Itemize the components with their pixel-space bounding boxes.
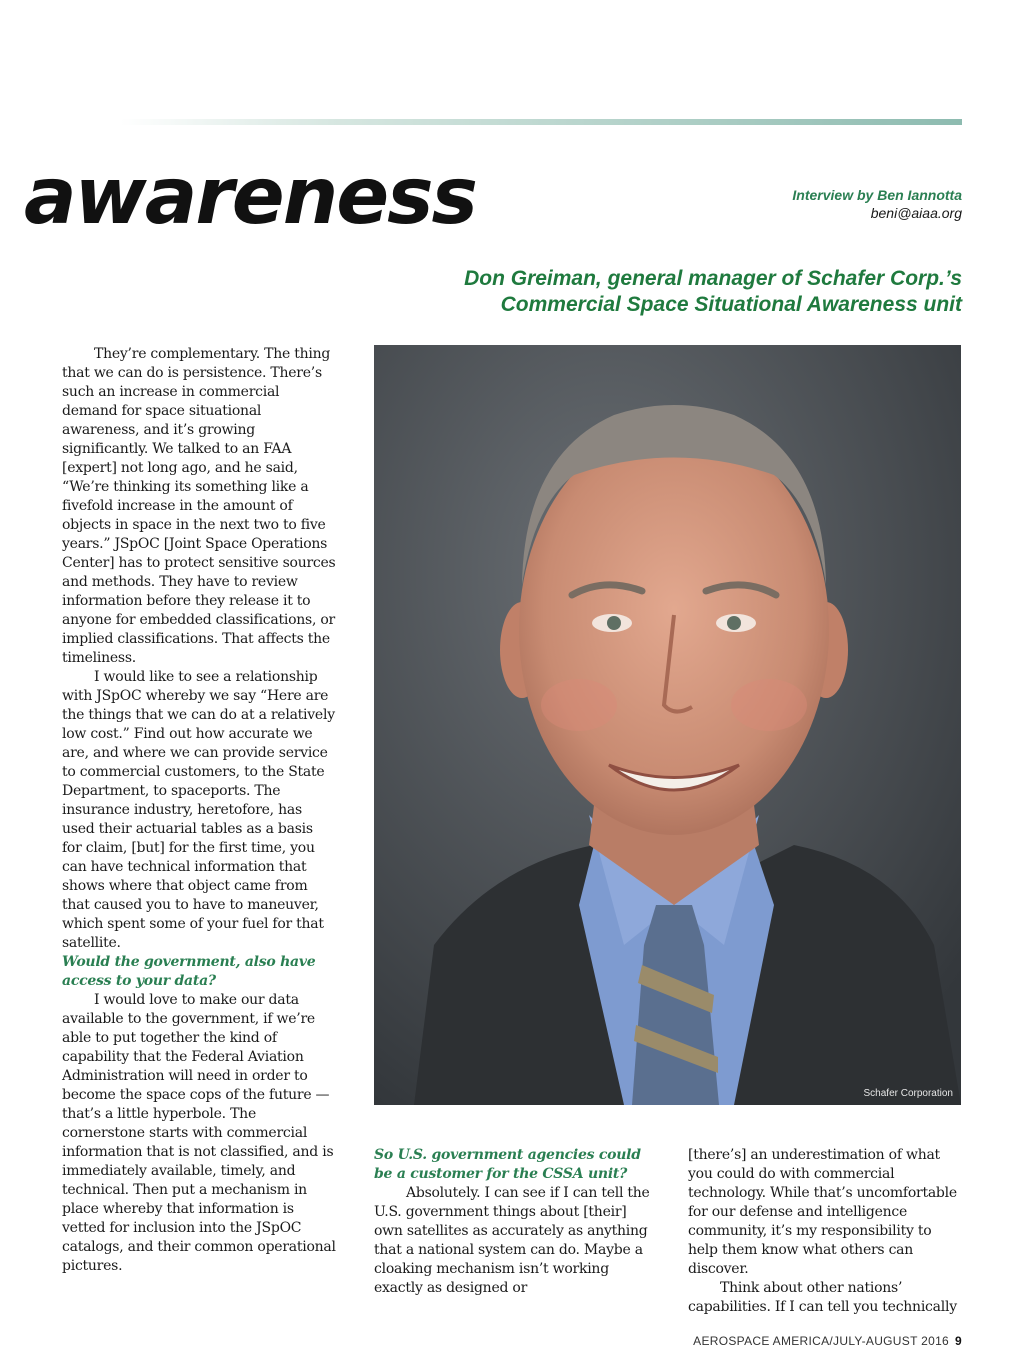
middle-column: [374, 1146, 652, 1298]
page-footer: [693, 1334, 962, 1348]
page-number: 9: [955, 1334, 962, 1348]
left-paragraph-3: I would love to make our data available to the government, if we’re able to put together the kind of capability that the Federal Aviation Administration will need in order to become the space cops of the future — that’s a little hyperbole. The cornerstone starts with commercial information that is not classified, and is immediately available, timely, and technical. Then put a mechanism in place whereby that information is vetted for inclusion into the JSpOC catalogs, and their common operational pictures.: [62, 992, 336, 1274]
middle-paragraph-1: Absolutely. I can see if I can tell the U.S. government things about [their] own satellites as accurately as anything that a national system can do. Maybe a cloaking mechanism isn’t working exactly as designed or: [374, 1185, 650, 1296]
headline: awareness: [24, 152, 476, 242]
byline: [792, 186, 962, 222]
publication-name: AEROSPACE AMERICA/JULY-AUGUST 2016: [693, 1334, 950, 1348]
right-column: [688, 1146, 962, 1317]
portrait-illustration: [374, 345, 961, 1105]
header-rule: [120, 119, 962, 125]
photo-credit: Schafer Corporation: [863, 1088, 953, 1099]
left-question: Would the government, also have access to your data?: [62, 954, 316, 989]
right-paragraph-1: [there’s] an underestimation of what you could do with commercial technology. While that’s uncomfortable for our defense and intelligence community, it’s my responsibility to help them know what others can discover.: [688, 1147, 957, 1277]
deck-subtitle: [402, 266, 962, 318]
deck-line-1: Don Greiman, general manager of Schafer Corp.’s: [464, 267, 962, 290]
left-column: [62, 345, 336, 1276]
byline-email: beni@aiaa.org: [870, 205, 962, 221]
byline-author: Interview by Ben Iannotta: [792, 187, 962, 203]
middle-question: So U.S. government agencies could be a customer for the CSSA unit?: [374, 1147, 641, 1182]
deck-line-2: Commercial Space Situational Awareness unit: [500, 293, 962, 316]
portrait-photo: [374, 345, 961, 1105]
left-paragraph-1: They’re complementary. The thing that we can do is persistence. There’s such an increase in commercial demand for space situational awareness, and it’s growing significantly. We talked to an FAA [expert] not long ago, and he said, “We’re thinking its something like a fivefold increase in the amount of objects in space in the next two to five years.” JSpOC [Joint Space Operations Center] has to protect sensitive sources and methods. They have to review information before they release it to anyone for embedded classifications, or implied classifications. That affects the timeliness.: [62, 346, 336, 666]
left-paragraph-2: I would like to see a relationship with JSpOC whereby we say “Here are the things that we can do at a relatively low cost.” Find out how accurate we are, and where we can provide service to commercial customers, to the State Department, to spaceports. The insurance industry, heretofore, has used their actuarial tables as a basis for claim, [but] for the first time, you can have technical information that shows where that object came from that caused you to have to maneuver, which spent some of your fuel for that satellite.: [62, 669, 335, 951]
right-paragraph-2: Think about other nations’ capabilities. If I can tell you technically: [688, 1280, 957, 1315]
